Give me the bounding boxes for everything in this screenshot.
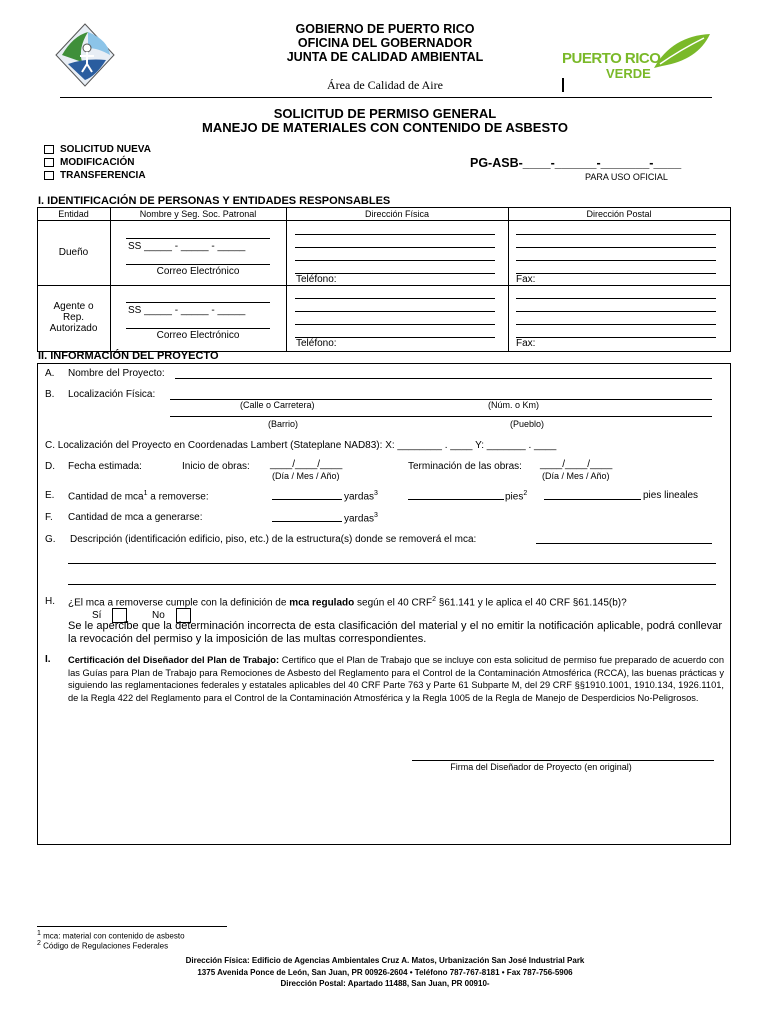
postal-line[interactable] bbox=[516, 234, 716, 235]
name-line[interactable] bbox=[126, 302, 270, 303]
col-divider bbox=[286, 207, 287, 351]
option-label: TRANSFERENCIA bbox=[60, 170, 146, 181]
description-line[interactable] bbox=[536, 543, 712, 544]
footnote-1: $^1$ mca: material con contenido de asbesto bbox=[37, 930, 185, 941]
footer-line1: Dirección Física: Edificio de Agencias Ambientales Cruz A. Matos, Urbanización San José Industrial Park bbox=[185, 956, 585, 965]
footer-line3: Dirección Postal: Apartado 11488, San Juan, PR 00910- bbox=[280, 979, 490, 988]
description-label: Descripción (identificación edificio, piso, etc.) de la estructura(s) donde se removerá el mca: bbox=[70, 534, 477, 545]
certification-heading: Certificación del Diseñador del Plan de Trabajo: bbox=[68, 655, 280, 665]
question-bold: mca regulado bbox=[289, 597, 355, 609]
email-label: Correo Electrónico bbox=[156, 330, 240, 341]
name-line[interactable] bbox=[126, 238, 270, 239]
title-line1: SOLICITUD DE PERMISO GENERAL bbox=[273, 106, 497, 121]
project-name-line[interactable] bbox=[175, 378, 712, 379]
sqft-input[interactable] bbox=[408, 499, 504, 500]
row-divider bbox=[37, 285, 731, 286]
footnote-2: $^2$ Código de Regulaciones Federales bbox=[37, 940, 169, 951]
item-h-letter: H. bbox=[45, 596, 55, 607]
linft-input[interactable] bbox=[544, 499, 641, 500]
si-label: Sí bbox=[92, 610, 102, 622]
barrio-line[interactable] bbox=[170, 416, 712, 417]
entity-agente: Agente o Rep. Autorizado bbox=[49, 301, 98, 334]
email-line[interactable] bbox=[126, 264, 270, 265]
postal-line[interactable] bbox=[516, 324, 716, 325]
section1-heading: I. IDENTIFICACIÓN DE PERSONAS Y ENTIDADES RESPONSABLES bbox=[38, 195, 391, 207]
remove-qty-text: a removerse: bbox=[147, 491, 209, 503]
remove-qty-text: Cantidad de mca bbox=[68, 491, 144, 503]
sqft-unit: pies$^2$ bbox=[505, 490, 528, 503]
ss-field[interactable]: SS _____ - _____ - _____ bbox=[128, 305, 246, 316]
title-line2: MANEJO DE MATERIALES CON CONTENIDO DE ASBESTO bbox=[202, 120, 568, 135]
option-label: MODIFICACIÓN bbox=[60, 157, 135, 168]
generate-yards-unit: yardas$^3$ bbox=[344, 512, 378, 525]
postal-line[interactable] bbox=[516, 273, 716, 274]
address-line[interactable] bbox=[295, 311, 495, 312]
table-header-divider bbox=[37, 220, 731, 221]
certification-text bbox=[68, 654, 724, 704]
footer-line2: 1375 Avenida Ponce de León, San Juan, PR 00926-2604 • Teléfono 787-767-8181 • Fax 787-756-5906 bbox=[197, 968, 573, 977]
item-a-letter: A. bbox=[45, 368, 55, 379]
checkbox-icon[interactable] bbox=[44, 145, 54, 154]
col-direccion-postal: Dirección Postal bbox=[586, 209, 652, 219]
yards-text: yardas bbox=[344, 491, 375, 503]
permit-number: PG-ASB-____-______-_______-____ bbox=[470, 156, 682, 170]
date-label: Fecha estimada: bbox=[68, 461, 142, 472]
question-text: §61.141 y le aplica el 40 CRF §61.145(b)? bbox=[435, 597, 627, 609]
location-label: Localización Física: bbox=[68, 389, 156, 400]
checkbox-icon[interactable] bbox=[44, 171, 54, 180]
postal-line[interactable] bbox=[516, 337, 716, 338]
sqft-text: pies bbox=[505, 491, 524, 503]
footnote-text: mca: material con contenido de asbesto bbox=[43, 931, 185, 941]
generate-yards-input[interactable] bbox=[272, 521, 342, 522]
barrio-hint: (Barrio) bbox=[268, 419, 299, 429]
entity-dueno: Dueño bbox=[58, 247, 89, 258]
col-entidad: Entidad bbox=[58, 209, 89, 219]
footnote-divider bbox=[37, 926, 227, 927]
area-marker bbox=[562, 78, 564, 92]
ss-field[interactable]: SS _____ - _____ - _____ bbox=[128, 241, 246, 252]
item-e-letter: E. bbox=[45, 490, 55, 501]
description-line[interactable] bbox=[68, 584, 716, 585]
item-d-letter: D. bbox=[45, 461, 55, 472]
start-date-format: (Día / Mes / Año) bbox=[272, 471, 340, 481]
pr-verde-logo bbox=[562, 32, 722, 80]
certification-body: Certifico que el Plan de Trabajo que se incluye con esta solicitud de permiso fue preparado de acuerdo con las Guías para Plan de Trabajo para Remociones de Asbesto del Reglamento para el Control de la Contaminación Atmosférica (RCCA), las buenas prácticas y siguiendo las reglamentaciones federales y estatales aplicables del 40 CRF Parte 763 y Parte 61 Subparte M, del 29 CRF §§1910.1001, 1910.134, 1926.1101, de la Regla 422 del Reglamento para el Control de la Contaminación Atmosférica y la Regla 1005 de la Regla de Manejo de Desperdicios No-Peligrosos. bbox=[68, 655, 724, 703]
description-line[interactable] bbox=[68, 563, 716, 564]
option-label: SOLICITUD NUEVA bbox=[60, 144, 151, 155]
street-hint: (Calle o Carretera) bbox=[240, 400, 315, 410]
end-date-label: Terminación de las obras: bbox=[408, 461, 522, 472]
end-date-format: (Día / Mes / Año) bbox=[542, 471, 610, 481]
col-divider bbox=[508, 207, 509, 351]
linft-unit: pies lineales bbox=[643, 490, 699, 501]
item-b-letter: B. bbox=[45, 389, 55, 400]
address-line[interactable] bbox=[295, 298, 495, 299]
header-divider bbox=[60, 97, 712, 98]
yards-text: yardas bbox=[344, 513, 375, 525]
coordinates-field[interactable]: C. Localización del Proyecto en Coordenadas Lambert (Stateplane NAD83): X: ________ . ____ Y: _______ . ____ bbox=[45, 440, 557, 451]
question-text: según el 40 CRF bbox=[354, 597, 433, 609]
yards-input[interactable] bbox=[272, 499, 342, 500]
item-f-letter: F. bbox=[45, 512, 53, 523]
start-date-field[interactable]: ____/____/____ bbox=[270, 459, 343, 470]
phone-label: Teléfono: bbox=[296, 338, 337, 349]
leaf-icon bbox=[652, 32, 712, 72]
option-modificacion[interactable] bbox=[44, 157, 134, 168]
brand-line1: PUERTO RICO bbox=[562, 50, 661, 67]
address-line[interactable] bbox=[295, 260, 495, 261]
pueblo-hint: (Pueblo) bbox=[510, 419, 545, 429]
item-g-letter: G. bbox=[45, 534, 56, 545]
header-line2: OFICINA DEL GOBERNADOR bbox=[297, 36, 473, 50]
postal-line[interactable] bbox=[516, 311, 716, 312]
end-date-field[interactable]: ____/____/____ bbox=[540, 459, 613, 470]
question-text: ¿El mca a removerse cumple con la definición de bbox=[68, 597, 290, 609]
email-label: Correo Electrónico bbox=[156, 266, 240, 277]
postal-line[interactable] bbox=[516, 247, 716, 248]
phone-label: Teléfono: bbox=[296, 274, 337, 285]
signature-label: Firma del Diseñador de Proyecto (en original) bbox=[450, 762, 632, 772]
km-hint: (Núm. o Km) bbox=[488, 400, 540, 410]
official-use-label: PARA USO OFICIAL bbox=[585, 172, 668, 182]
project-name-label: Nombre del Proyecto: bbox=[68, 368, 165, 379]
remove-qty-label: Cantidad de mca$^1$ a removerse: bbox=[68, 490, 209, 503]
header-line1: GOBIERNO DE PUERTO RICO bbox=[295, 22, 475, 36]
email-line[interactable] bbox=[126, 328, 270, 329]
address-line[interactable] bbox=[295, 324, 495, 325]
start-date-label: Inicio de obras: bbox=[182, 461, 250, 472]
option-nueva[interactable] bbox=[44, 144, 151, 155]
brand-line2: VERDE bbox=[606, 66, 651, 81]
area-label: Área de Calidad de Aire bbox=[327, 78, 443, 92]
regulated-question: ¿El mca a removerse cumple con la definición de mca regulado según el 40 CRF$^2$ §61.141 y le aplica el 40 CRF §61.145(b)? bbox=[68, 596, 627, 609]
address-line[interactable] bbox=[295, 247, 495, 248]
yards-unit: yardas$^3$ bbox=[344, 490, 378, 503]
col-direccion-fisica: Dirección Física bbox=[364, 209, 429, 219]
address-line[interactable] bbox=[295, 234, 495, 235]
footnote-text: Código de Regulaciones Federales bbox=[43, 941, 169, 951]
fax-label: Fax: bbox=[516, 338, 536, 349]
fax-label: Fax: bbox=[516, 274, 536, 285]
col-nombre: Nombre y Seg. Soc. Patronal bbox=[139, 209, 257, 219]
no-label: No bbox=[152, 610, 165, 622]
signature-line[interactable] bbox=[412, 760, 714, 761]
header-line3: JUNTA DE CALIDAD AMBIENTAL bbox=[286, 50, 484, 64]
section2-heading: II. INFORMACIÓN DEL PROYECTO bbox=[38, 350, 219, 362]
checkbox-icon[interactable] bbox=[44, 158, 54, 167]
option-transferencia[interactable] bbox=[44, 170, 146, 181]
item-i-letter: I. bbox=[45, 654, 51, 665]
warning-text: Se le apercibe que la determinación incorrecta de esta clasificación del material y el no emitir la notificación aplicable, podrá conllevar la revocación del permiso y la imposición de las multas correspondientes. bbox=[68, 620, 722, 645]
generate-qty-label: Cantidad de mca a generarse: bbox=[68, 512, 203, 523]
postal-line[interactable] bbox=[516, 298, 716, 299]
postal-line[interactable] bbox=[516, 260, 716, 261]
